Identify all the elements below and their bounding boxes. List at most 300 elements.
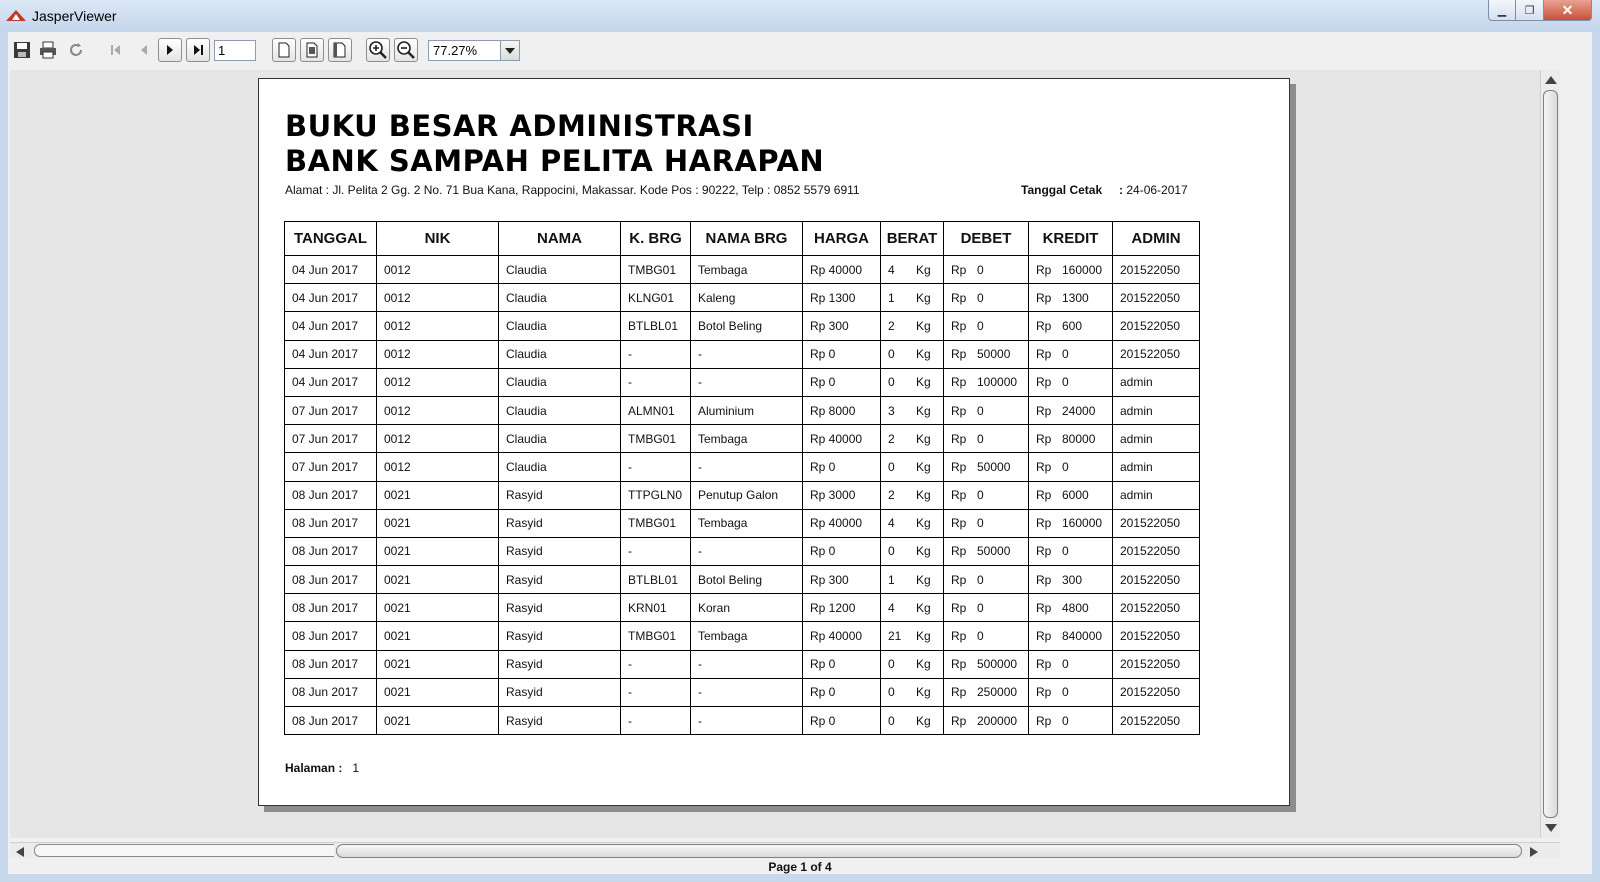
cell-harga [803, 284, 881, 312]
zoom-out-button[interactable] [394, 38, 418, 62]
table-row [285, 425, 1200, 453]
table-row [285, 678, 1200, 706]
cell-nik [377, 425, 499, 453]
minimize-icon: ▁ [1497, 4, 1507, 17]
currency-label: Rp [1036, 375, 1052, 390]
horizontal-scroll-thumb[interactable] [336, 844, 1522, 858]
kode-barang-value: - [628, 685, 632, 700]
cell-debet [944, 622, 1029, 650]
title-bar [0, 0, 1600, 32]
cell-debet [944, 707, 1029, 735]
nik-value: 0012 [384, 262, 411, 277]
cell-nama-barang [691, 650, 803, 678]
nik-value: 0012 [384, 318, 411, 333]
cell-debet [944, 481, 1029, 509]
first-page-button[interactable] [104, 38, 128, 62]
berat-value: 4 [888, 262, 895, 277]
cell-debet [944, 678, 1029, 706]
tanggal-value: 07 Jun 2017 [292, 459, 359, 474]
cell-kode-barang [621, 284, 691, 312]
table-row [285, 256, 1200, 284]
currency-label: Rp [951, 375, 967, 390]
kredit-value: 80000 [1062, 431, 1096, 446]
table-row [285, 368, 1200, 396]
nama-value: Claudia [506, 459, 547, 474]
cell-berat [881, 256, 944, 284]
cell-admin [1113, 509, 1200, 537]
report-title [285, 109, 824, 179]
nik-value: 0021 [384, 516, 411, 531]
cell-kode-barang [621, 566, 691, 594]
harga-value: Rp 8000 [810, 403, 856, 418]
debet-value: 50000 [977, 459, 1011, 474]
print-date-label: Tanggal Cetak [1021, 183, 1103, 197]
cell-nik [377, 256, 499, 284]
report-title-line2: BANK SAMPAH PELITA HARAPAN [285, 144, 825, 178]
unit-kg: Kg [916, 262, 931, 277]
viewer-client-area [8, 32, 1592, 874]
table-row [285, 312, 1200, 340]
nama-value: Rasyid [506, 600, 543, 615]
debet-value: 250000 [977, 685, 1018, 700]
nik-value: 0012 [384, 459, 411, 474]
cell-nik [377, 707, 499, 735]
harga-value: Rp 0 [810, 685, 836, 700]
cell-kredit [1029, 481, 1113, 509]
nama-value: Rasyid [506, 516, 543, 531]
berat-value: 0 [888, 657, 895, 672]
table-row [285, 284, 1200, 312]
berat-value: 3 [888, 403, 895, 418]
kode-barang-value: - [628, 713, 632, 728]
cell-berat [881, 622, 944, 650]
currency-label: Rp [951, 431, 967, 446]
currency-label: Rp [1036, 657, 1052, 672]
cell-admin [1113, 678, 1200, 706]
nama-value: Claudia [506, 375, 547, 390]
nama-value: Claudia [506, 431, 547, 446]
kode-barang-value: - [628, 544, 632, 559]
admin-value: 201522050 [1120, 318, 1181, 333]
harga-value: Rp 300 [810, 572, 849, 587]
col-header-kredit: KREDIT [1029, 222, 1113, 256]
harga-value: Rp 40000 [810, 262, 863, 277]
kredit-value: 160000 [1062, 262, 1103, 277]
kredit-value: 4800 [1062, 600, 1089, 615]
nama-value: Rasyid [506, 685, 543, 700]
harga-value: Rp 0 [810, 459, 836, 474]
berat-value: 0 [888, 685, 895, 700]
report-title-line1: BUKU BESAR ADMINISTRASI [285, 109, 754, 143]
report-page [258, 78, 1290, 806]
nik-value: 0021 [384, 713, 411, 728]
kredit-value: 300 [1062, 572, 1083, 587]
unit-kg: Kg [916, 318, 931, 333]
nik-value: 0021 [384, 544, 411, 559]
scroll-right-icon[interactable] [1530, 847, 1538, 857]
cell-admin [1113, 425, 1200, 453]
cell-tanggal [285, 509, 377, 537]
cell-nik [377, 622, 499, 650]
cell-nama [499, 340, 621, 368]
cell-nama [499, 707, 621, 735]
col-header-nama-barang: NAMA BRG [691, 222, 803, 256]
cell-nik [377, 537, 499, 565]
admin-value: 201522050 [1120, 657, 1181, 672]
cell-kredit [1029, 509, 1113, 537]
admin-value: 201522050 [1120, 544, 1181, 559]
kode-barang-value: - [628, 657, 632, 672]
debet-value: 0 [977, 318, 984, 333]
nama-value: Rasyid [506, 488, 543, 503]
cell-berat [881, 707, 944, 735]
vertical-scroll-thumb[interactable] [1543, 90, 1558, 818]
minimize-button[interactable] [1488, 0, 1516, 21]
currency-label: Rp [1036, 459, 1052, 474]
cell-nama [499, 453, 621, 481]
debet-value: 0 [977, 572, 984, 587]
unit-kg: Kg [916, 600, 931, 615]
previous-page-button[interactable] [132, 38, 156, 62]
col-header-debet: DEBET [944, 222, 1029, 256]
admin-value: 201522050 [1120, 629, 1181, 644]
cell-nama-barang [691, 368, 803, 396]
col-header-berat: BERAT [881, 222, 944, 256]
kode-barang-value: TMBG01 [628, 262, 677, 277]
currency-label: Rp [1036, 713, 1052, 728]
cell-tanggal [285, 453, 377, 481]
horizontal-scrollbar[interactable] [10, 842, 1560, 858]
ledger-header-row [285, 222, 1200, 256]
nama-barang-value: - [698, 544, 702, 559]
cell-kredit [1029, 368, 1113, 396]
currency-label: Rp [1036, 403, 1052, 418]
kredit-value: 0 [1062, 657, 1069, 672]
cell-debet [944, 312, 1029, 340]
currency-label: Rp [951, 488, 967, 503]
harga-value: Rp 3000 [810, 488, 856, 503]
nama-value: Claudia [506, 262, 547, 277]
nama-value: Claudia [506, 403, 547, 418]
scroll-left-icon[interactable] [16, 847, 24, 857]
kredit-value: 0 [1062, 685, 1069, 700]
zoom-in-button[interactable] [366, 38, 390, 62]
harga-value: Rp 0 [810, 347, 836, 362]
harga-value: Rp 0 [810, 713, 836, 728]
cell-tanggal [285, 425, 377, 453]
cell-kredit [1029, 594, 1113, 622]
cell-nik [377, 453, 499, 481]
admin-value: admin [1120, 459, 1153, 474]
horizontal-track-left[interactable] [34, 844, 334, 857]
kode-barang-value: - [628, 375, 632, 390]
cell-berat [881, 481, 944, 509]
kode-barang-value: - [628, 347, 632, 362]
admin-value: admin [1120, 375, 1153, 390]
cell-tanggal [285, 650, 377, 678]
cell-nama-barang [691, 707, 803, 735]
fit-width-button[interactable] [328, 38, 352, 62]
kode-barang-value: BTLBL01 [628, 318, 679, 333]
tanggal-value: 04 Jun 2017 [292, 262, 359, 277]
debet-value: 0 [977, 262, 984, 277]
fit-page-button[interactable] [300, 38, 324, 62]
cell-kode-barang [621, 622, 691, 650]
cell-kredit [1029, 396, 1113, 424]
cell-nama [499, 396, 621, 424]
cell-debet [944, 537, 1029, 565]
cell-tanggal [285, 594, 377, 622]
admin-value: 201522050 [1120, 685, 1181, 700]
cell-berat [881, 650, 944, 678]
cell-harga [803, 537, 881, 565]
save-button[interactable] [10, 38, 34, 62]
table-row [285, 566, 1200, 594]
currency-label: Rp [951, 318, 967, 333]
zoom-dropdown-button[interactable] [500, 40, 520, 61]
admin-value: 201522050 [1120, 572, 1181, 587]
cell-nik [377, 650, 499, 678]
cell-nama [499, 425, 621, 453]
cell-harga [803, 312, 881, 340]
zoom-combo-input[interactable] [428, 40, 500, 61]
admin-value: admin [1120, 403, 1153, 418]
nama-barang-value: Tembaga [698, 262, 748, 277]
currency-label: Rp [1036, 572, 1052, 587]
currency-label: Rp [1036, 629, 1052, 644]
berat-value: 21 [888, 629, 902, 644]
cell-nama [499, 256, 621, 284]
col-header-harga: HARGA [803, 222, 881, 256]
cell-kredit [1029, 650, 1113, 678]
cell-debet [944, 340, 1029, 368]
harga-value: Rp 40000 [810, 516, 863, 531]
first-page-icon [107, 41, 125, 59]
cell-admin [1113, 340, 1200, 368]
kredit-value: 0 [1062, 375, 1069, 390]
nik-value: 0021 [384, 572, 411, 587]
cell-nik [377, 312, 499, 340]
cell-nama-barang [691, 453, 803, 481]
cell-nik [377, 566, 499, 594]
cell-nik [377, 340, 499, 368]
print-date-value [1119, 183, 1188, 197]
cell-admin [1113, 481, 1200, 509]
cell-tanggal [285, 396, 377, 424]
scroll-down-icon[interactable] [1545, 824, 1557, 832]
maximize-button[interactable] [1516, 0, 1544, 21]
nama-barang-value: - [698, 459, 702, 474]
zoom-out-icon [396, 40, 416, 60]
last-page-icon [189, 41, 207, 59]
last-page-button[interactable] [186, 38, 210, 62]
kredit-value: 0 [1062, 544, 1069, 559]
cell-kredit [1029, 622, 1113, 650]
debet-value: 0 [977, 290, 984, 305]
debet-value: 0 [977, 488, 984, 503]
currency-label: Rp [1036, 600, 1052, 615]
nama-barang-value: Koran [698, 600, 731, 615]
cell-kredit [1029, 425, 1113, 453]
nama-barang-value: Aluminium [698, 403, 755, 418]
cell-debet [944, 256, 1029, 284]
cell-nik [377, 284, 499, 312]
cell-tanggal [285, 340, 377, 368]
kredit-value: 0 [1062, 459, 1069, 474]
tanggal-value: 08 Jun 2017 [292, 544, 359, 559]
table-row [285, 707, 1200, 735]
unit-kg: Kg [916, 403, 931, 418]
admin-value: 201522050 [1120, 516, 1181, 531]
cell-kredit [1029, 453, 1113, 481]
cell-berat [881, 312, 944, 340]
harga-value: Rp 300 [810, 318, 849, 333]
cell-nama [499, 481, 621, 509]
cell-harga [803, 340, 881, 368]
cell-harga [803, 650, 881, 678]
nik-value: 0012 [384, 290, 411, 305]
nama-value: Rasyid [506, 657, 543, 672]
kode-barang-value: KLNG01 [628, 290, 675, 305]
cell-nama [499, 312, 621, 340]
close-button[interactable] [1544, 0, 1592, 21]
cell-admin [1113, 256, 1200, 284]
tanggal-value: 07 Jun 2017 [292, 403, 359, 418]
nama-barang-value: Tembaga [698, 431, 748, 446]
kode-barang-value: - [628, 459, 632, 474]
cell-berat [881, 425, 944, 453]
kredit-value: 0 [1062, 347, 1069, 362]
admin-value: 201522050 [1120, 600, 1181, 615]
unit-kg: Kg [916, 431, 931, 446]
next-page-icon [161, 41, 179, 59]
cell-nama-barang [691, 537, 803, 565]
actual-size-button[interactable] [272, 38, 296, 62]
cell-harga [803, 622, 881, 650]
cell-admin [1113, 594, 1200, 622]
cell-kode-barang [621, 594, 691, 622]
nik-value: 0021 [384, 488, 411, 503]
fit-page-icon [303, 41, 321, 59]
cell-nama-barang [691, 256, 803, 284]
cell-debet [944, 650, 1029, 678]
unit-kg: Kg [916, 459, 931, 474]
cell-admin [1113, 566, 1200, 594]
close-icon: ✕ [1561, 1, 1574, 18]
cell-nama-barang [691, 284, 803, 312]
cell-harga [803, 256, 881, 284]
harga-value: Rp 0 [810, 375, 836, 390]
reload-icon [66, 40, 86, 60]
nik-value: 0021 [384, 657, 411, 672]
tanggal-value: 08 Jun 2017 [292, 713, 359, 728]
cell-kredit [1029, 284, 1113, 312]
page-status: Page 1 of 4 [768, 860, 832, 874]
next-page-button[interactable] [158, 38, 182, 62]
toolbar [8, 32, 1592, 68]
nama-barang-value: - [698, 657, 702, 672]
cell-kredit [1029, 678, 1113, 706]
berat-value: 1 [888, 290, 895, 305]
currency-label: Rp [951, 629, 967, 644]
berat-value: 4 [888, 516, 895, 531]
currency-label: Rp [1036, 544, 1052, 559]
harga-value: Rp 40000 [810, 629, 863, 644]
print-button[interactable] [36, 38, 60, 62]
save-icon [12, 40, 32, 60]
nama-barang-value: Penutup Galon [698, 488, 779, 503]
cell-harga [803, 481, 881, 509]
fit-width-icon [331, 41, 349, 59]
restore-icon: ❐ [1524, 4, 1535, 17]
nik-value: 0021 [384, 629, 411, 644]
cell-nik [377, 396, 499, 424]
cell-berat [881, 537, 944, 565]
tanggal-value: 08 Jun 2017 [292, 685, 359, 700]
reload-button[interactable] [64, 38, 88, 62]
cell-harga [803, 425, 881, 453]
cell-tanggal [285, 537, 377, 565]
berat-value: 1 [888, 572, 895, 587]
tanggal-value: 08 Jun 2017 [292, 516, 359, 531]
previous-page-icon [135, 41, 153, 59]
table-row [285, 453, 1200, 481]
cell-admin [1113, 622, 1200, 650]
col-header-kode-barang: K. BRG [621, 222, 691, 256]
cell-harga [803, 453, 881, 481]
cell-tanggal [285, 707, 377, 735]
currency-label: Rp [951, 713, 967, 728]
page-number-input[interactable] [214, 40, 256, 61]
vertical-scrollbar[interactable] [1540, 70, 1560, 838]
unit-kg: Kg [916, 685, 931, 700]
cell-nama [499, 509, 621, 537]
cell-admin [1113, 453, 1200, 481]
cell-nama-barang [691, 509, 803, 537]
window-title: JasperViewer [32, 8, 117, 24]
admin-value: admin [1120, 431, 1153, 446]
cell-admin [1113, 537, 1200, 565]
cell-harga [803, 509, 881, 537]
cell-debet [944, 368, 1029, 396]
scroll-up-icon[interactable] [1545, 76, 1557, 84]
nama-barang-value: - [698, 713, 702, 728]
cell-kode-barang [621, 453, 691, 481]
cell-admin [1113, 368, 1200, 396]
admin-value: 201522050 [1120, 262, 1181, 277]
report-footer [285, 761, 359, 775]
debet-value: 0 [977, 403, 984, 418]
kredit-value: 600 [1062, 318, 1083, 333]
debet-value: 100000 [977, 375, 1018, 390]
nama-barang-value: - [698, 375, 702, 390]
cell-kredit [1029, 340, 1113, 368]
cell-nama [499, 537, 621, 565]
unit-kg: Kg [916, 657, 931, 672]
actual-size-icon [275, 41, 293, 59]
cell-berat [881, 368, 944, 396]
currency-label: Rp [1036, 347, 1052, 362]
cell-kredit [1029, 537, 1113, 565]
kredit-value: 24000 [1062, 403, 1096, 418]
cell-debet [944, 509, 1029, 537]
cell-berat [881, 594, 944, 622]
cell-kode-barang [621, 368, 691, 396]
col-header-nama: NAMA [499, 222, 621, 256]
currency-label: Rp [1036, 262, 1052, 277]
report-viewport[interactable] [10, 70, 1540, 838]
cell-berat [881, 453, 944, 481]
